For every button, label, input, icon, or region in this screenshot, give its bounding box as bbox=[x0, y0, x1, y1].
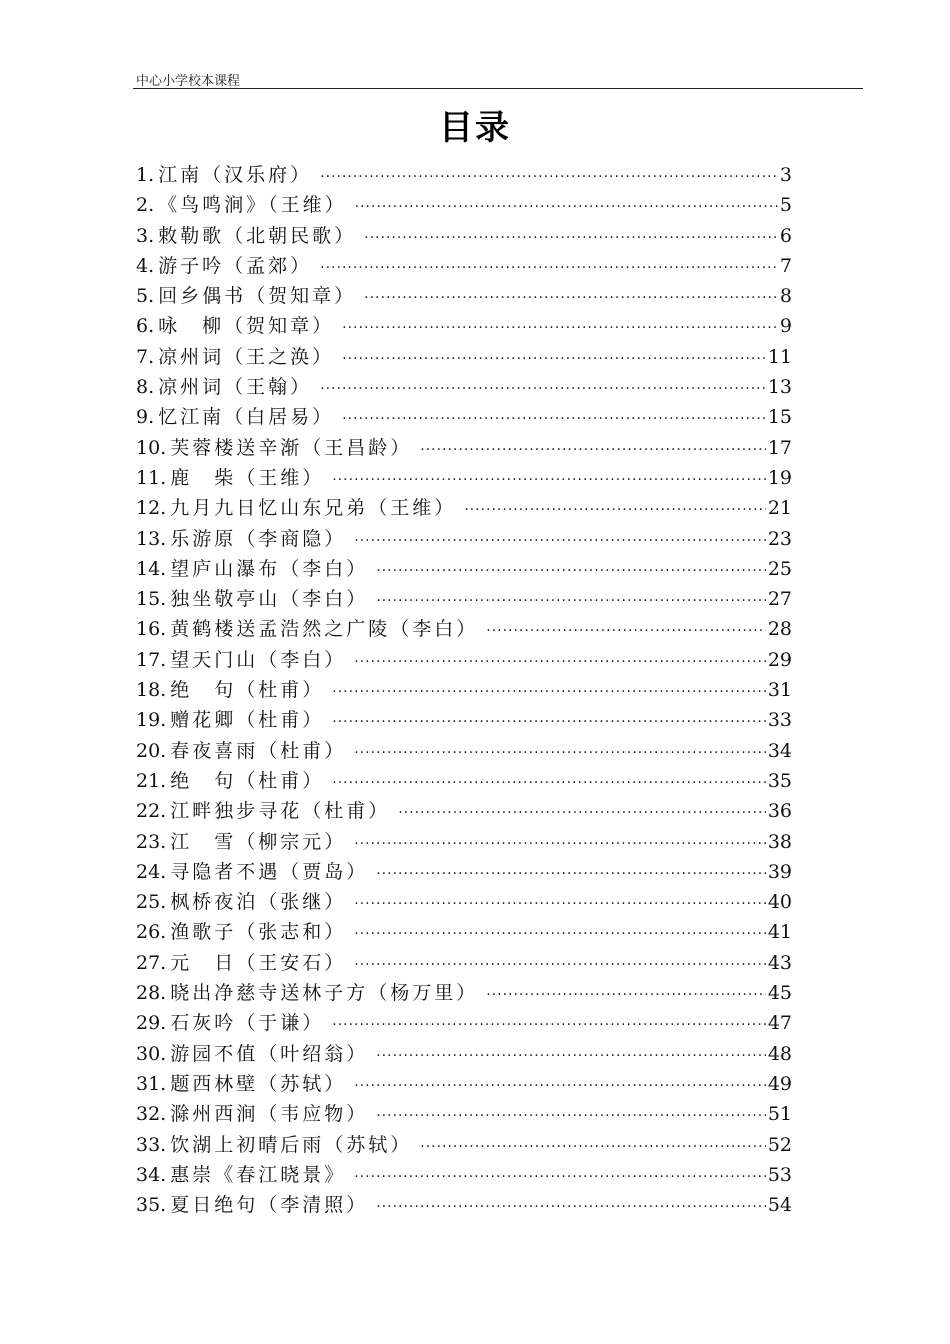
entry-page-number: 17 bbox=[767, 436, 792, 459]
entry-page-number: 51 bbox=[767, 1103, 792, 1126]
entry-number: 29. bbox=[136, 1012, 167, 1035]
toc-entry[interactable] bbox=[136, 372, 792, 402]
toc-entry[interactable] bbox=[136, 1099, 792, 1129]
entry-number: 23. bbox=[136, 830, 167, 853]
dot-leader bbox=[354, 533, 766, 549]
entry-number: 1. bbox=[136, 164, 155, 186]
entry-title: 石灰吟（于谦） bbox=[170, 1012, 325, 1035]
entry-number: 20. bbox=[136, 739, 167, 762]
entry-title: 赠花卿（杜甫） bbox=[170, 709, 325, 732]
entry-number: 18. bbox=[136, 679, 167, 702]
entry-title: 滁州西涧（韦应物） bbox=[170, 1103, 369, 1126]
dot-leader bbox=[332, 472, 766, 488]
toc-entry[interactable] bbox=[136, 342, 792, 372]
entry-number: 28. bbox=[136, 982, 167, 1005]
dot-leader bbox=[354, 836, 766, 852]
entry-title: 乐游原（李商隐） bbox=[170, 527, 347, 550]
toc-entry[interactable] bbox=[136, 311, 792, 341]
toc-entry[interactable] bbox=[136, 1160, 792, 1190]
entry-title: 游园不值（叶绍翁） bbox=[170, 1042, 369, 1065]
entry-page-number: 27 bbox=[767, 588, 792, 611]
entry-title: 江畔独步寻花（杜甫） bbox=[170, 800, 391, 823]
entry-title: 游子吟（孟郊） bbox=[158, 254, 313, 277]
entry-title: 江 雪（柳宗元） bbox=[170, 830, 347, 853]
dot-leader bbox=[420, 442, 766, 458]
entry-title: 凉州词（王之涣） bbox=[158, 345, 335, 368]
entry-number: 31. bbox=[136, 1072, 167, 1095]
entry-title: 惠崇《春江晓景》 bbox=[170, 1163, 347, 1186]
entry-page-number: 33 bbox=[767, 709, 792, 732]
toc-entry[interactable] bbox=[136, 221, 792, 251]
toc-entry[interactable] bbox=[136, 1008, 792, 1038]
toc-entry[interactable] bbox=[136, 705, 792, 735]
entry-title: 绝 句（杜甫） bbox=[170, 679, 325, 702]
entry-page-number: 25 bbox=[767, 557, 792, 580]
entry-title: 忆江南（白居易） bbox=[158, 406, 335, 429]
entry-page-number: 19 bbox=[767, 466, 792, 489]
entry-title: 江南（汉乐府） bbox=[158, 164, 313, 186]
entry-number: 22. bbox=[136, 800, 167, 823]
toc-entry[interactable] bbox=[136, 190, 792, 220]
entry-number: 35. bbox=[136, 1194, 167, 1217]
toc-entry[interactable] bbox=[136, 493, 792, 523]
dot-leader bbox=[464, 502, 766, 518]
dot-leader bbox=[364, 290, 778, 306]
dot-leader bbox=[354, 1078, 766, 1094]
entry-title: 独坐敬亭山（李白） bbox=[170, 588, 369, 611]
entry-number: 2. bbox=[136, 194, 155, 217]
entry-page-number: 8 bbox=[779, 285, 792, 308]
entry-page-number: 36 bbox=[767, 800, 792, 823]
entry-title: 元 日（王安石） bbox=[170, 951, 347, 974]
entry-page-number: 48 bbox=[767, 1042, 792, 1065]
entry-number: 32. bbox=[136, 1103, 167, 1126]
entry-page-number: 40 bbox=[767, 891, 792, 914]
dot-leader bbox=[420, 1139, 766, 1155]
toc-entry[interactable] bbox=[136, 251, 792, 281]
entry-number: 33. bbox=[136, 1133, 167, 1156]
entry-page-number: 13 bbox=[767, 376, 792, 399]
entry-page-number: 23 bbox=[767, 527, 792, 550]
entry-page-number: 6 bbox=[779, 224, 792, 247]
entry-title: 望天门山（李白） bbox=[170, 648, 347, 671]
dot-leader bbox=[376, 1048, 766, 1064]
entry-page-number: 47 bbox=[767, 1012, 792, 1035]
entry-number: 8. bbox=[136, 376, 155, 399]
entry-number: 21. bbox=[136, 769, 167, 792]
entry-page-number: 54 bbox=[767, 1194, 792, 1217]
dot-leader bbox=[354, 926, 766, 942]
entry-page-number: 49 bbox=[767, 1072, 792, 1095]
dot-leader bbox=[355, 199, 778, 215]
toc-entry[interactable] bbox=[136, 584, 792, 614]
entry-title: 凉州词（王翰） bbox=[158, 376, 313, 399]
entry-number: 7. bbox=[136, 345, 155, 368]
toc-entry[interactable] bbox=[136, 524, 792, 554]
toc-entry[interactable] bbox=[136, 614, 792, 644]
dot-leader bbox=[332, 775, 766, 791]
entry-number: 12. bbox=[136, 497, 167, 520]
dot-leader bbox=[364, 230, 778, 246]
header-divider bbox=[133, 88, 863, 89]
dot-leader bbox=[332, 1017, 766, 1033]
toc-entry[interactable] bbox=[136, 463, 792, 493]
toc-entry[interactable] bbox=[136, 857, 792, 887]
toc-entry[interactable] bbox=[136, 736, 792, 766]
toc-entry[interactable] bbox=[136, 1130, 792, 1160]
entry-title: 敕勒歌（北朝民歌） bbox=[158, 224, 357, 247]
entry-title: 枫桥夜泊（张继） bbox=[170, 891, 347, 914]
toc-entry[interactable] bbox=[136, 948, 792, 978]
entry-number: 19. bbox=[136, 709, 167, 732]
entry-title: 夏日绝句（李清照） bbox=[170, 1194, 369, 1217]
entry-page-number: 52 bbox=[767, 1133, 792, 1156]
toc-entry[interactable] bbox=[136, 160, 792, 190]
entry-title: 饮湖上初晴后雨（苏轼） bbox=[170, 1133, 413, 1156]
toc-entry[interactable] bbox=[136, 766, 792, 796]
entry-page-number: 9 bbox=[779, 315, 792, 338]
entry-number: 24. bbox=[136, 860, 167, 883]
entry-number: 4. bbox=[136, 254, 155, 277]
entry-page-number: 53 bbox=[767, 1163, 792, 1186]
dot-leader bbox=[342, 351, 766, 367]
table-of-contents bbox=[136, 160, 792, 1220]
dot-leader bbox=[376, 593, 766, 609]
dot-leader bbox=[376, 1199, 766, 1215]
toc-entry[interactable] bbox=[136, 887, 792, 917]
entry-page-number: 5 bbox=[779, 194, 792, 217]
toc-entry[interactable] bbox=[136, 402, 792, 432]
dot-leader bbox=[354, 654, 766, 670]
dot-leader bbox=[320, 381, 766, 397]
entry-number: 15. bbox=[136, 588, 167, 611]
entry-number: 5. bbox=[136, 285, 155, 308]
entry-title: 春夜喜雨（杜甫） bbox=[170, 739, 347, 762]
toc-entry[interactable] bbox=[136, 675, 792, 705]
entry-title: 咏 柳（贺知章） bbox=[158, 315, 335, 338]
dot-leader bbox=[354, 745, 766, 761]
entry-page-number: 34 bbox=[767, 739, 792, 762]
dot-leader bbox=[332, 714, 766, 730]
dot-leader bbox=[320, 260, 778, 276]
entry-page-number: 38 bbox=[767, 830, 792, 853]
entry-number: 16. bbox=[136, 618, 167, 641]
page-title: 目录 bbox=[439, 108, 511, 148]
entry-number: 11. bbox=[136, 466, 167, 489]
entry-title: 绝 句（杜甫） bbox=[170, 769, 325, 792]
entry-title: 九月九日忆山东兄弟（王维） bbox=[170, 497, 457, 520]
entry-page-number: 31 bbox=[767, 679, 792, 702]
entry-page-number: 41 bbox=[767, 921, 792, 944]
entry-page-number: 21 bbox=[767, 497, 792, 520]
entry-title: 望庐山瀑布（李白） bbox=[170, 557, 369, 580]
entry-page-number: 35 bbox=[767, 769, 792, 792]
entry-title: 寻隐者不遇（贾岛） bbox=[170, 860, 369, 883]
toc-entry[interactable] bbox=[136, 1190, 792, 1220]
entry-number: 9. bbox=[136, 406, 155, 429]
entry-page-number: 28 bbox=[767, 618, 792, 641]
toc-entry[interactable] bbox=[136, 281, 792, 311]
toc-entry[interactable] bbox=[136, 1039, 792, 1069]
entry-title: 芙蓉楼送辛渐（王昌龄） bbox=[170, 436, 413, 459]
entry-number: 10. bbox=[136, 436, 167, 459]
entry-number: 26. bbox=[136, 921, 167, 944]
toc-entry[interactable] bbox=[136, 978, 792, 1008]
entry-page-number: 11 bbox=[767, 345, 792, 368]
dot-leader bbox=[486, 623, 766, 639]
dot-leader bbox=[376, 866, 766, 882]
entry-title: 鹿 柴（王维） bbox=[170, 466, 325, 489]
entry-number: 13. bbox=[136, 527, 167, 550]
entry-title: 题西林壁（苏轼） bbox=[170, 1072, 347, 1095]
toc-entry[interactable] bbox=[136, 645, 792, 675]
entry-page-number: 29 bbox=[767, 648, 792, 671]
dot-leader bbox=[376, 563, 766, 579]
entry-title: 黄鹤楼送孟浩然之广陵（李白） bbox=[170, 618, 479, 641]
toc-entry[interactable] bbox=[136, 827, 792, 857]
entry-title: 《鸟鸣涧》（王维） bbox=[158, 194, 347, 217]
dot-leader bbox=[354, 896, 766, 912]
entry-number: 3. bbox=[136, 224, 155, 247]
entry-page-number: 45 bbox=[767, 982, 792, 1005]
entry-page-number: 43 bbox=[767, 951, 792, 974]
dot-leader bbox=[332, 684, 766, 700]
entry-number: 14. bbox=[136, 557, 167, 580]
dot-leader bbox=[320, 169, 778, 185]
toc-entry[interactable] bbox=[136, 433, 792, 463]
entry-number: 6. bbox=[136, 315, 155, 338]
entry-number: 25. bbox=[136, 891, 167, 914]
dot-leader bbox=[486, 987, 766, 1003]
page-header: 中心小学校本课程 bbox=[136, 74, 241, 89]
entry-title: 晓出净慈寺送林子方（杨万里） bbox=[170, 982, 479, 1005]
entry-number: 30. bbox=[136, 1042, 167, 1065]
dot-leader bbox=[376, 1108, 766, 1124]
dot-leader bbox=[342, 411, 766, 427]
toc-entry[interactable] bbox=[136, 1069, 792, 1099]
entry-page-number: 3 bbox=[779, 164, 792, 186]
dot-leader bbox=[398, 805, 766, 821]
toc-entry[interactable] bbox=[136, 796, 792, 826]
entry-number: 27. bbox=[136, 951, 167, 974]
entry-title: 回乡偶书（贺知章） bbox=[158, 285, 357, 308]
entry-page-number: 15 bbox=[767, 406, 792, 429]
toc-entry[interactable] bbox=[136, 917, 792, 947]
entry-title: 渔歌子（张志和） bbox=[170, 921, 347, 944]
dot-leader bbox=[354, 957, 766, 973]
entry-number: 34. bbox=[136, 1163, 167, 1186]
entry-page-number: 39 bbox=[767, 860, 792, 883]
entry-number: 17. bbox=[136, 648, 167, 671]
dot-leader bbox=[342, 320, 778, 336]
entry-page-number: 7 bbox=[779, 254, 792, 277]
dot-leader bbox=[354, 1169, 766, 1185]
toc-entry[interactable] bbox=[136, 554, 792, 584]
